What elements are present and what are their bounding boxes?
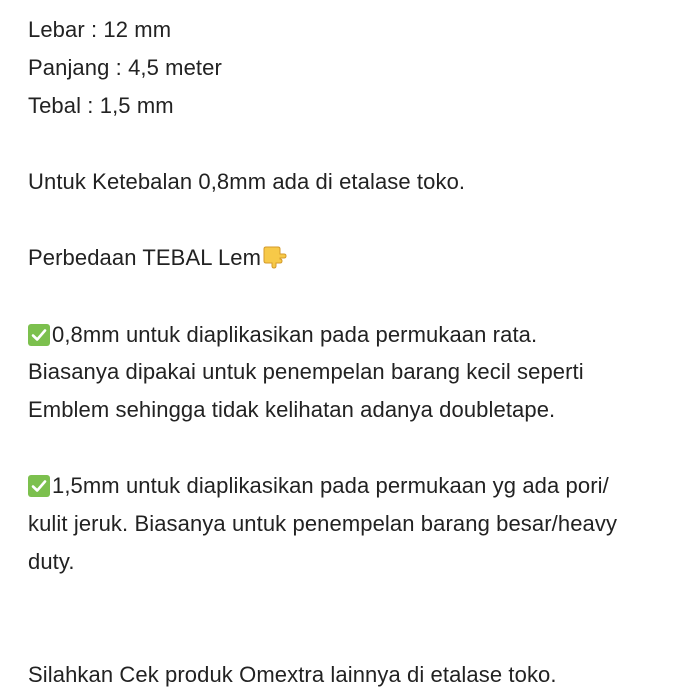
spec-tebal: Tebal : 1,5 mm xyxy=(28,93,174,118)
item-15-line2: kulit jeruk. Biasanya untuk penempelan barang besar/heavy xyxy=(28,511,618,536)
footer-note: Silahkan Cek produk Omextra lainnya di etalase toko. xyxy=(28,662,557,687)
hand-pointing-down-icon xyxy=(262,245,288,277)
spec-panjang: Panjang : 4,5 meter xyxy=(28,55,222,80)
item-15-line1 xyxy=(28,471,609,501)
difference-heading-text: Perbedaan TEBAL Lem xyxy=(28,245,262,270)
spec-lebar: Lebar : 12 mm xyxy=(28,17,172,42)
item-08-line2: Biasanya dipakai untuk penempelan barang kecil seperti xyxy=(28,359,584,384)
item-08-text: 0,8mm untuk diaplikasikan pada permukaan rata. xyxy=(52,322,538,347)
check-mark-icon xyxy=(28,475,50,497)
difference-heading xyxy=(28,243,288,277)
item-08-line3: Emblem sehingga tidak kelihatan adanya doubletape. xyxy=(28,397,556,422)
item-15-line3: duty. xyxy=(28,549,75,574)
check-mark-icon xyxy=(28,324,50,346)
thickness-note: Untuk Ketebalan 0,8mm ada di etalase toko. xyxy=(28,169,466,194)
item-15-text: 1,5mm untuk diaplikasikan pada permukaan yg ada pori/ xyxy=(52,473,609,498)
item-08-line1 xyxy=(28,320,537,350)
